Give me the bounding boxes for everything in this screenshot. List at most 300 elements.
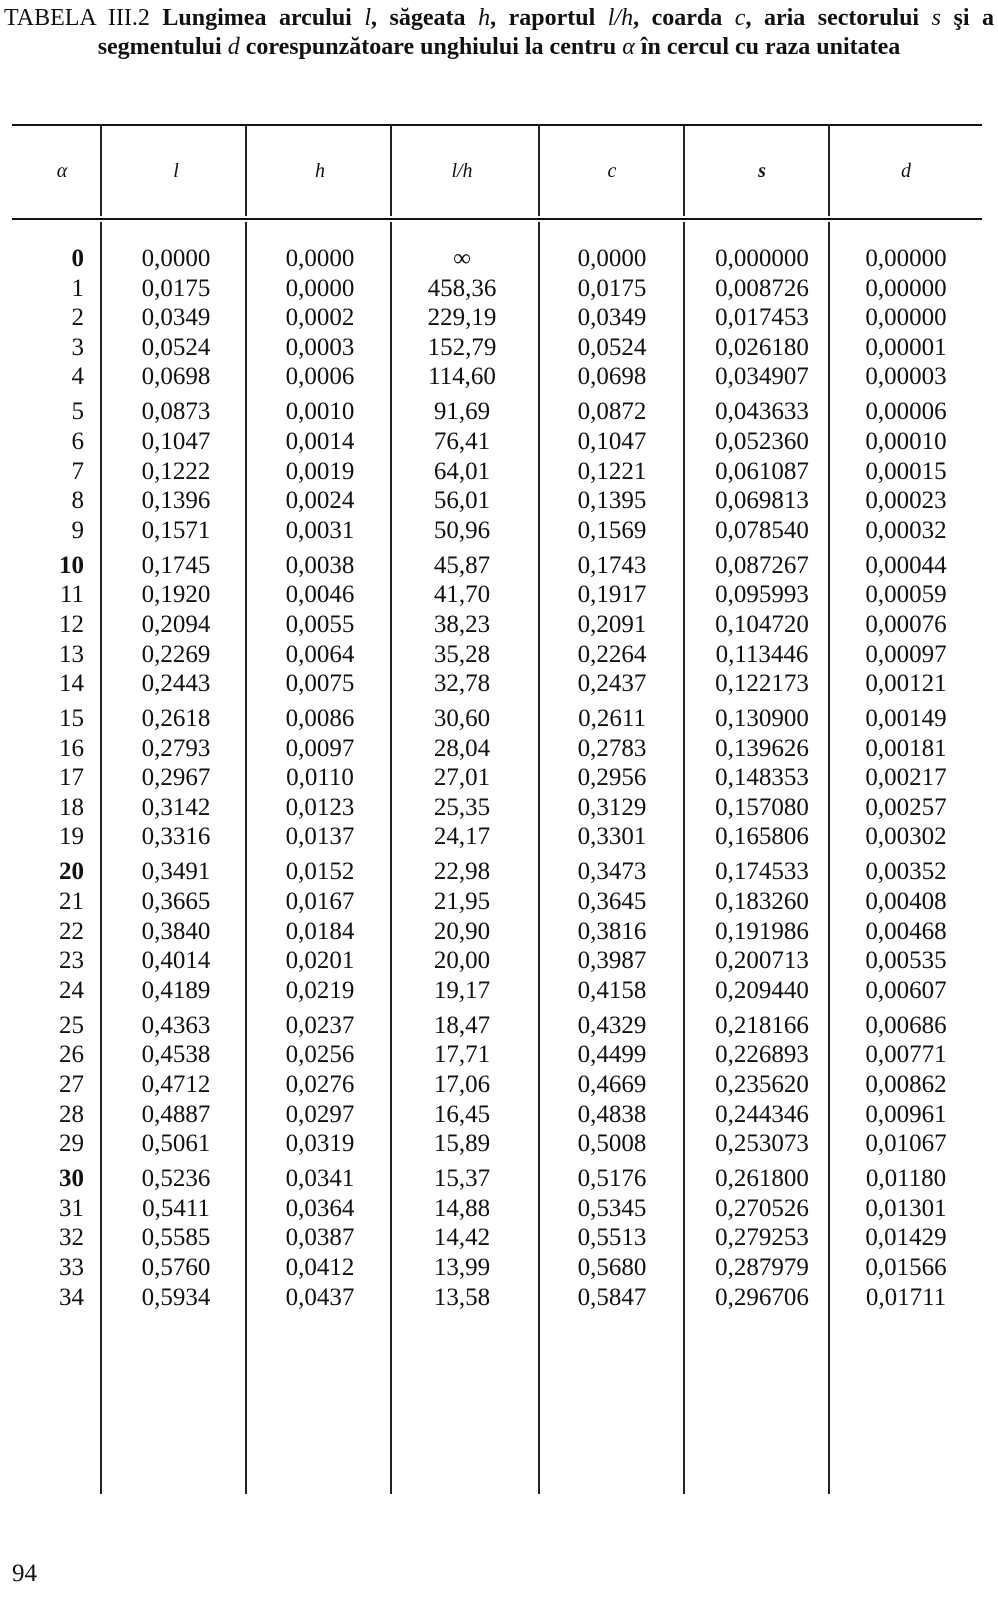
cell-alpha: 30 xyxy=(59,1165,84,1193)
cell-l: 0,1222 xyxy=(141,457,211,485)
body-column-separator xyxy=(538,222,540,1494)
cell-l: 0,5236 xyxy=(141,1165,211,1193)
cell-d: 0,01566 xyxy=(865,1253,947,1281)
cell-alpha: 3 xyxy=(71,333,84,361)
cell-h: 0,0184 xyxy=(285,917,355,945)
cell-d: 0,00257 xyxy=(865,793,947,821)
title-part: , aria sectorului xyxy=(745,5,932,31)
cell-l: 0,5934 xyxy=(141,1283,211,1311)
cell-l: 0,3316 xyxy=(141,823,211,851)
row-group xyxy=(392,1011,532,1159)
cell-l: 0,1571 xyxy=(141,516,211,544)
title-part: , săgeata xyxy=(371,5,479,31)
cell-s: 0,270526 xyxy=(715,1194,809,1222)
cell-alpha: 20 xyxy=(59,858,84,886)
cell-s: 0,148353 xyxy=(715,764,809,792)
cell-l: 0,4712 xyxy=(141,1070,211,1098)
cell-alpha: 23 xyxy=(59,947,84,975)
cell-c: 0,1221 xyxy=(577,457,647,485)
cell-c: 0,4838 xyxy=(577,1100,647,1128)
cell-c: 0,3987 xyxy=(577,947,647,975)
header-column-separator xyxy=(538,126,540,216)
cell-s: 0,209440 xyxy=(715,976,809,1004)
cell-d: 0,01067 xyxy=(865,1130,947,1158)
cell-d: 0,00771 xyxy=(865,1041,947,1069)
title-part: l xyxy=(364,5,372,31)
title-part: , coarda xyxy=(633,5,735,31)
cell-c: 0,1917 xyxy=(577,581,647,609)
cell-alpha: 17 xyxy=(59,764,84,792)
cell-h: 0,0152 xyxy=(285,858,355,886)
body-column-separator xyxy=(100,222,102,1494)
cell-c: 0,2611 xyxy=(578,705,646,733)
cell-d: 0,01301 xyxy=(865,1194,947,1222)
cell-l-over-h: 45,87 xyxy=(433,551,491,579)
cell-s: 0,235620 xyxy=(715,1070,809,1098)
cell-l-over-h: 32,78 xyxy=(433,670,491,698)
cell-s: 0,078540 xyxy=(715,516,809,544)
cell-l-over-h: 14,42 xyxy=(433,1224,491,1252)
cell-s: 0,165806 xyxy=(715,823,809,851)
cell-d: 0,00023 xyxy=(865,487,947,515)
cell-c: 0,1743 xyxy=(577,551,647,579)
cell-alpha: 31 xyxy=(59,1194,84,1222)
cell-l: 0,2094 xyxy=(141,610,211,638)
cell-alpha: 25 xyxy=(59,1011,84,1039)
row-group xyxy=(542,857,682,1005)
cell-l: 0,4363 xyxy=(141,1011,211,1039)
cell-alpha: 32 xyxy=(59,1224,84,1252)
cell-c: 0,0872 xyxy=(577,398,647,426)
cell-c: 0,2091 xyxy=(577,610,647,638)
column-d xyxy=(836,244,976,1318)
cell-l-over-h: 152,79 xyxy=(427,333,497,361)
cell-d: 0,00003 xyxy=(865,363,947,391)
title-part: h xyxy=(478,5,491,31)
cell-l: 0,0698 xyxy=(141,363,211,391)
cell-s: 0,174533 xyxy=(715,858,809,886)
cell-alpha: 10 xyxy=(59,551,84,579)
row-group xyxy=(542,1164,682,1312)
cell-h: 0,0167 xyxy=(285,888,355,916)
header-s: s xyxy=(758,160,766,182)
cell-h: 0,0319 xyxy=(285,1130,355,1158)
cell-d: 0,00535 xyxy=(865,947,947,975)
cell-h: 0,0256 xyxy=(285,1041,355,1069)
cell-l-over-h: 21,95 xyxy=(433,888,491,916)
cell-s: 0,139626 xyxy=(715,734,809,762)
cell-l: 0,1396 xyxy=(141,487,211,515)
cell-d: 0,00352 xyxy=(865,858,947,886)
cell-l: 0,0175 xyxy=(141,274,211,302)
cell-l-over-h: 24,17 xyxy=(433,823,491,851)
row-group xyxy=(250,244,390,392)
cell-s: 0,061087 xyxy=(715,457,809,485)
cell-l: 0,2443 xyxy=(141,670,211,698)
cell-c: 0,5847 xyxy=(577,1283,647,1311)
cell-c: 0,0349 xyxy=(577,304,647,332)
cell-alpha: 6 xyxy=(71,427,84,455)
title-part: α xyxy=(622,34,635,60)
cell-l-over-h: 13,99 xyxy=(433,1253,491,1281)
cell-s: 0,069813 xyxy=(715,487,809,515)
cell-l-over-h: 30,60 xyxy=(433,705,491,733)
table-title xyxy=(4,4,994,62)
cell-l-over-h: 35,28 xyxy=(433,640,491,668)
cell-d: 0,01429 xyxy=(865,1224,947,1252)
cell-h: 0,0341 xyxy=(285,1165,355,1193)
cell-c: 0,3645 xyxy=(577,888,647,916)
cell-l: 0,5061 xyxy=(141,1130,211,1158)
cell-d: 0,01711 xyxy=(865,1283,947,1311)
title-part: d xyxy=(227,34,240,60)
cell-alpha: 21 xyxy=(59,888,84,916)
row-group xyxy=(836,551,976,699)
cell-h: 0,0219 xyxy=(285,976,355,1004)
body-column-separator xyxy=(683,222,685,1494)
cell-c: 0,2437 xyxy=(577,670,647,698)
cell-d: 0,00010 xyxy=(865,427,947,455)
cell-c: 0,3473 xyxy=(577,858,647,886)
title-part: în cercul cu raza unitatea xyxy=(634,34,901,60)
cell-s: 0,130900 xyxy=(715,705,809,733)
cell-l-over-h: 19,17 xyxy=(433,976,491,1004)
row-group xyxy=(542,244,682,392)
cell-d: 0,00217 xyxy=(865,764,947,792)
cell-s: 0,104720 xyxy=(715,610,809,638)
cell-h: 0,0014 xyxy=(285,427,355,455)
cell-s: 0,157080 xyxy=(715,793,809,821)
cell-alpha: 27 xyxy=(59,1070,84,1098)
cell-l-over-h: 458,36 xyxy=(427,274,497,302)
cell-l: 0,5411 xyxy=(142,1194,210,1222)
row-group xyxy=(692,1011,832,1159)
cell-c: 0,5345 xyxy=(577,1194,647,1222)
cell-l-over-h: 229,19 xyxy=(427,304,497,332)
top-rule xyxy=(12,124,982,126)
title-part: corespunzătoare unghiului la centru xyxy=(239,34,623,60)
cell-d: 0,00302 xyxy=(865,823,947,851)
cell-d: 0,00059 xyxy=(865,581,947,609)
cell-l-over-h: 50,96 xyxy=(433,516,491,544)
row-group xyxy=(250,1011,390,1159)
title-part: l/h xyxy=(607,5,634,31)
cell-d: 0,00961 xyxy=(865,1100,947,1128)
cell-h: 0,0006 xyxy=(285,363,355,391)
cell-alpha: 34 xyxy=(59,1283,84,1311)
cell-h: 0,0002 xyxy=(285,304,355,332)
column-h xyxy=(250,244,390,1318)
title-part: s xyxy=(931,5,941,31)
cell-l: 0,3491 xyxy=(141,858,211,886)
cell-h: 0,0387 xyxy=(285,1224,355,1252)
cell-l: 0,0873 xyxy=(141,398,211,426)
row-group xyxy=(250,1164,390,1312)
cell-c: 0,4669 xyxy=(577,1070,647,1098)
row-group xyxy=(692,551,832,699)
cell-s: 0,087267 xyxy=(715,551,809,579)
cell-alpha: 0 xyxy=(71,245,84,272)
cell-h: 0,0075 xyxy=(285,670,355,698)
cell-c: 0,3129 xyxy=(577,793,647,821)
column-l-over-h xyxy=(392,244,532,1318)
cell-c: 0,3301 xyxy=(577,823,647,851)
cell-d: 0,00000 xyxy=(865,304,947,332)
header-rule xyxy=(12,218,982,220)
row-group xyxy=(392,1164,532,1312)
cell-s: 0,052360 xyxy=(715,427,809,455)
cell-d: 0,00097 xyxy=(865,640,947,668)
cell-h: 0,0097 xyxy=(285,734,355,762)
row-group xyxy=(392,551,532,699)
cell-alpha: 12 xyxy=(59,610,84,638)
row-group xyxy=(542,551,682,699)
cell-l: 0,0000 xyxy=(141,245,211,272)
cell-s: 0,253073 xyxy=(715,1130,809,1158)
cell-l-over-h: 76,41 xyxy=(433,427,491,455)
cell-s: 0,026180 xyxy=(715,333,809,361)
cell-c: 0,2956 xyxy=(577,764,647,792)
row-group xyxy=(106,704,246,852)
cell-alpha: 11 xyxy=(59,581,84,609)
cell-c: 0,5008 xyxy=(577,1130,647,1158)
header-column-separator xyxy=(683,126,685,216)
cell-d: 0,00607 xyxy=(865,976,947,1004)
cell-l: 0,0524 xyxy=(141,333,211,361)
cell-l-over-h: 64,01 xyxy=(433,457,491,485)
cell-l: 0,4538 xyxy=(141,1041,211,1069)
cell-d: 0,01180 xyxy=(865,1165,947,1193)
cell-l-over-h: 38,23 xyxy=(433,610,491,638)
cell-c: 0,3816 xyxy=(577,917,647,945)
cell-s: 0,191986 xyxy=(715,917,809,945)
cell-l-over-h: 15,37 xyxy=(433,1165,491,1193)
cell-c: 0,0524 xyxy=(577,333,647,361)
cell-d: 0,00044 xyxy=(865,551,947,579)
cell-c: 0,0698 xyxy=(577,363,647,391)
cell-h: 0,0237 xyxy=(285,1011,355,1039)
cell-l: 0,3840 xyxy=(141,917,211,945)
cell-s: 0,200713 xyxy=(715,947,809,975)
cell-h: 0,0297 xyxy=(285,1100,355,1128)
cell-s: 0,279253 xyxy=(715,1224,809,1252)
row-group xyxy=(392,244,532,392)
cell-alpha: 19 xyxy=(59,823,84,851)
row-group xyxy=(392,397,532,545)
cell-l-over-h: 114,60 xyxy=(428,363,496,391)
row-group xyxy=(250,551,390,699)
cell-l-over-h: 15,89 xyxy=(433,1130,491,1158)
cell-l: 0,4887 xyxy=(141,1100,211,1128)
cell-c: 0,2783 xyxy=(577,734,647,762)
cell-l: 0,2793 xyxy=(141,734,211,762)
cell-s: 0,218166 xyxy=(715,1011,809,1039)
cell-l-over-h: 18,47 xyxy=(433,1011,491,1039)
cell-alpha: 13 xyxy=(59,640,84,668)
title-part: Lungimea arcului xyxy=(162,5,365,31)
cell-s: 0,287979 xyxy=(715,1253,809,1281)
row-group xyxy=(106,857,246,1005)
cell-h: 0,0137 xyxy=(285,823,355,851)
cell-alpha: 5 xyxy=(71,398,84,426)
cell-alpha: 18 xyxy=(59,793,84,821)
cell-s: 0,122173 xyxy=(715,670,809,698)
title-part: , raportul xyxy=(490,5,608,31)
cell-h: 0,0055 xyxy=(285,610,355,638)
cell-alpha: 24 xyxy=(59,976,84,1004)
cell-s: 0,017453 xyxy=(715,304,809,332)
cell-c: 0,5513 xyxy=(577,1224,647,1252)
header-d: d xyxy=(901,160,911,182)
cell-h: 0,0003 xyxy=(285,333,355,361)
cell-alpha: 7 xyxy=(71,457,84,485)
cell-l-over-h: 41,70 xyxy=(433,581,491,609)
cell-c: 0,5680 xyxy=(577,1253,647,1281)
cell-l: 0,2967 xyxy=(141,764,211,792)
cell-d: 0,00032 xyxy=(865,516,947,544)
row-group xyxy=(106,397,246,545)
cell-c: 0,1395 xyxy=(577,487,647,515)
row-group xyxy=(836,1011,976,1159)
row-group xyxy=(692,1164,832,1312)
header-l-over-h: l/h xyxy=(451,160,473,182)
cell-l: 0,5760 xyxy=(141,1253,211,1281)
cell-l-over-h: 22,98 xyxy=(433,858,491,886)
cell-h: 0,0000 xyxy=(285,245,355,272)
column-c xyxy=(542,244,682,1318)
cell-c: 0,2264 xyxy=(577,640,647,668)
cell-h: 0,0437 xyxy=(285,1283,355,1311)
row-group xyxy=(20,1164,84,1312)
cell-l-over-h: 17,06 xyxy=(433,1070,491,1098)
cell-h: 0,0038 xyxy=(285,551,355,579)
cell-h: 0,0000 xyxy=(285,274,355,302)
cell-c: 0,5176 xyxy=(577,1165,647,1193)
cell-c: 0,0000 xyxy=(577,245,647,272)
row-group xyxy=(20,1011,84,1159)
cell-d: 0,00015 xyxy=(865,457,947,485)
cell-l: 0,5585 xyxy=(141,1224,211,1252)
cell-s: 0,244346 xyxy=(715,1100,809,1128)
cell-h: 0,0024 xyxy=(285,487,355,515)
cell-l: 0,1745 xyxy=(141,551,211,579)
row-group xyxy=(692,857,832,1005)
cell-d: 0,00000 xyxy=(865,245,947,272)
row-group xyxy=(250,857,390,1005)
cell-h: 0,0010 xyxy=(285,398,355,426)
cell-d: 0,00468 xyxy=(865,917,947,945)
cell-c: 0,4329 xyxy=(577,1011,647,1039)
cell-l: 0,4189 xyxy=(141,976,211,1004)
cell-s: 0,183260 xyxy=(715,888,809,916)
cell-c: 0,4158 xyxy=(577,976,647,1004)
row-group xyxy=(692,704,832,852)
cell-h: 0,0019 xyxy=(285,457,355,485)
cell-c: 0,1047 xyxy=(577,427,647,455)
cell-h: 0,0364 xyxy=(285,1194,355,1222)
cell-alpha: 33 xyxy=(59,1253,84,1281)
cell-h: 0,0046 xyxy=(285,581,355,609)
row-group xyxy=(392,704,532,852)
row-group xyxy=(542,1011,682,1159)
cell-alpha: 29 xyxy=(59,1130,84,1158)
cell-l-over-h: ∞ xyxy=(453,245,471,272)
cell-d: 0,00149 xyxy=(865,705,947,733)
cell-l-over-h: 28,04 xyxy=(433,734,491,762)
cell-alpha: 16 xyxy=(59,734,84,762)
cell-d: 0,00408 xyxy=(865,888,947,916)
cell-l-over-h: 25,35 xyxy=(433,793,491,821)
header-alpha: α xyxy=(56,160,68,182)
column-alpha xyxy=(20,244,84,1318)
row-group xyxy=(250,397,390,545)
cell-alpha: 9 xyxy=(71,516,84,544)
title-part: c xyxy=(734,5,746,31)
row-group xyxy=(836,397,976,545)
row-group xyxy=(692,397,832,545)
cell-l-over-h: 13,58 xyxy=(433,1283,491,1311)
row-group xyxy=(542,397,682,545)
cell-d: 0,00686 xyxy=(865,1011,947,1039)
cell-alpha: 15 xyxy=(59,705,84,733)
row-group xyxy=(836,244,976,392)
title-part: şi a segmentului xyxy=(97,5,995,60)
cell-d: 0,00006 xyxy=(865,398,947,426)
cell-l-over-h: 20,90 xyxy=(433,917,491,945)
table-caption xyxy=(98,5,994,60)
cell-h: 0,0276 xyxy=(285,1070,355,1098)
cell-alpha: 4 xyxy=(71,363,84,391)
cell-l: 0,3665 xyxy=(141,888,211,916)
cell-c: 0,1569 xyxy=(577,516,647,544)
row-group xyxy=(20,244,84,392)
cell-c: 0,0175 xyxy=(577,274,647,302)
row-group xyxy=(692,244,832,392)
cell-d: 0,00000 xyxy=(865,274,947,302)
row-group xyxy=(392,857,532,1005)
row-group xyxy=(836,1164,976,1312)
cell-alpha: 14 xyxy=(59,670,84,698)
cell-l: 0,0349 xyxy=(141,304,211,332)
cell-c: 0,4499 xyxy=(577,1041,647,1069)
row-group xyxy=(836,857,976,1005)
cell-h: 0,0064 xyxy=(285,640,355,668)
cell-l: 0,2618 xyxy=(141,705,211,733)
cell-s: 0,296706 xyxy=(715,1283,809,1311)
cell-alpha: 26 xyxy=(59,1041,84,1069)
cell-h: 0,0412 xyxy=(285,1253,355,1281)
row-group xyxy=(836,704,976,852)
column-s xyxy=(692,244,832,1318)
row-group xyxy=(106,1164,246,1312)
cell-l: 0,1920 xyxy=(141,581,211,609)
cell-s: 0,043633 xyxy=(715,398,809,426)
cell-l-over-h: 16,45 xyxy=(433,1100,491,1128)
cell-l-over-h: 17,71 xyxy=(433,1041,491,1069)
cell-s: 0,008726 xyxy=(715,274,809,302)
table-number: TABELA III.2 xyxy=(4,5,150,31)
cell-d: 0,00076 xyxy=(865,610,947,638)
cell-d: 0,00001 xyxy=(865,333,947,361)
header-c: c xyxy=(607,160,617,182)
cell-alpha: 28 xyxy=(59,1100,84,1128)
cell-l-over-h: 91,69 xyxy=(433,398,491,426)
cell-h: 0,0031 xyxy=(285,516,355,544)
row-group xyxy=(542,704,682,852)
cell-s: 0,261800 xyxy=(715,1165,809,1193)
row-group xyxy=(20,397,84,545)
cell-l-over-h: 56,01 xyxy=(433,487,491,515)
